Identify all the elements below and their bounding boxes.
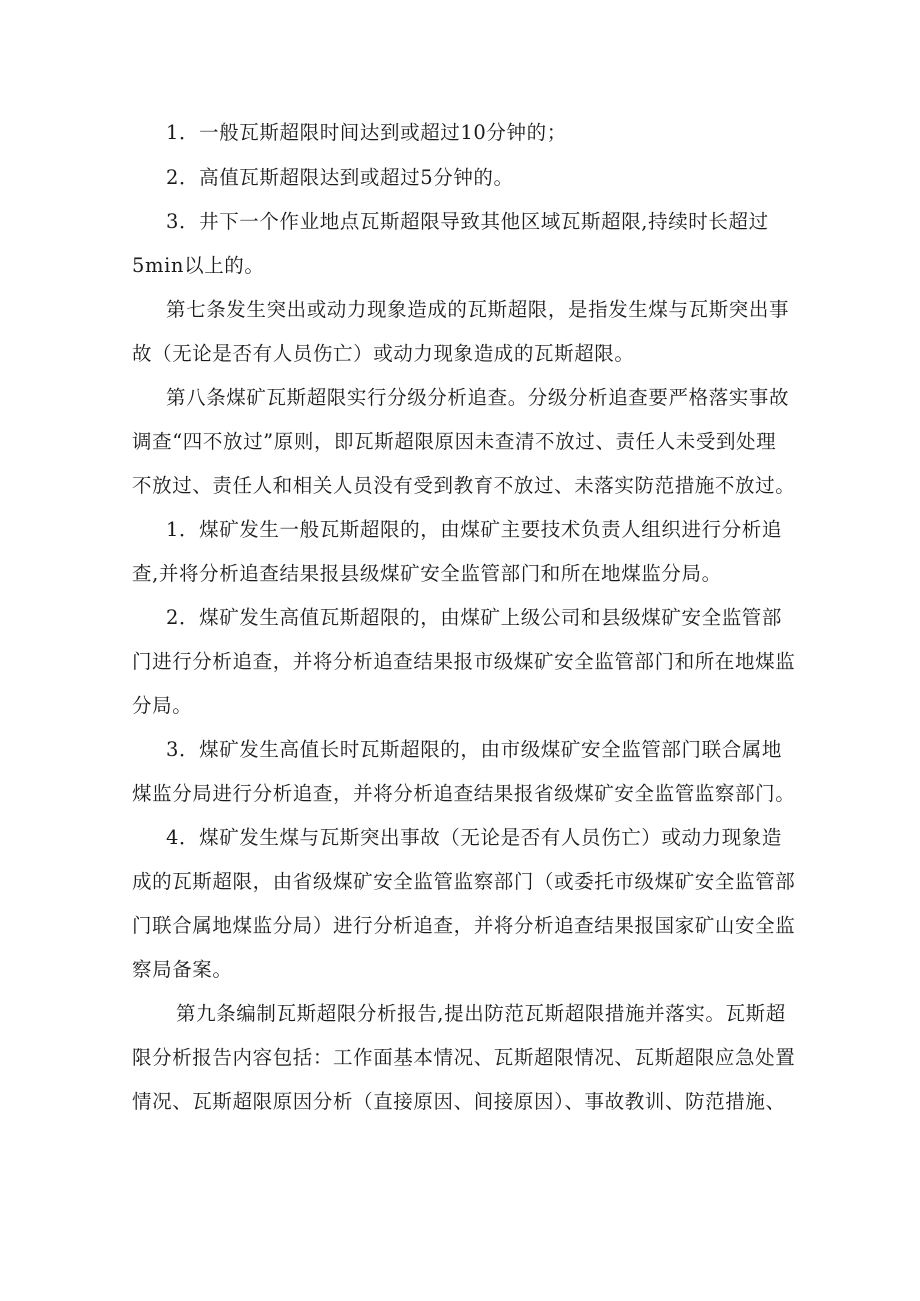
article-8-item-2-line-3: 分局。 <box>132 694 193 717</box>
article-8-line-2: 调查“四不放过”原则，即瓦斯超限原因未查清不放过、责任人未受到处理 <box>132 430 777 453</box>
article-8-item-1-line-1: 1．煤矿发生一般瓦斯超限的，由煤矿主要技术负责人组织进行分析追 <box>166 518 783 541</box>
article-8-item-2-line-2: 门进行分析追查，并将分析追查结果报市级煤矿安全监管部门和所在地煤监 <box>132 650 796 673</box>
article-8-item-4-line-4: 察局备案。 <box>132 958 233 981</box>
article-8-line-1: 第八条煤矿瓦斯超限实行分级分析追查。分级分析追查要严格落实事故 <box>166 386 790 409</box>
article-8-item-3-line-1: 3．煤矿发生高值长时瓦斯超限的，由市级煤矿安全监管部门联合属地 <box>166 738 783 761</box>
item-1-line: 1．一般瓦斯超限时间达到或超过10分钟的； <box>166 121 567 144</box>
article-8-line-3: 不放过、责任人和相关人员没有受到教育不放过、未落实防范措施不放过。 <box>132 474 796 497</box>
article-7-line-1: 第七条发生突出或动力现象造成的瓦斯超限，是指发生煤与瓦斯突出事 <box>166 298 790 321</box>
article-8-item-2-line-1: 2．煤矿发生高值瓦斯超限的，由煤矿上级公司和县级煤矿安全监管部 <box>166 606 783 629</box>
article-8-item-3-line-2: 煤监分局进行分析追查，并将分析追查结果报省级煤矿安全监管监察部门。 <box>132 782 796 805</box>
article-9-line-2: 限分析报告内容包括：工作面基本情况、瓦斯超限情况、瓦斯超限应急处置 <box>132 1046 796 1069</box>
article-8-item-4-line-3: 门联合属地煤监分局）进行分析追查，并将分析追查结果报国家矿山安全监 <box>132 914 796 937</box>
article-8-item-4-line-2: 成的瓦斯超限，由省级煤矿安全监管监察部门（或委托市级煤矿安全监管部 <box>132 870 796 893</box>
article-7-line-2: 故（无论是否有人员伤亡）或动力现象造成的瓦斯超限。 <box>132 342 635 365</box>
item-3-line: 3．井下一个作业地点瓦斯超限导致其他区域瓦斯超限,持续时长超过 <box>166 210 769 233</box>
article-9-line-3: 情况、瓦斯超限原因分析（直接原因、间接原因）、事故教训、防范措施、 <box>132 1090 786 1113</box>
item-3-continuation: 5min以上的。 <box>132 254 265 277</box>
article-8-item-4-line-1: 4．煤矿发生煤与瓦斯突出事故（无论是否有人员伤亡）或动力现象造 <box>166 826 783 849</box>
item-2-line: 2．高值瓦斯超限达到或超过5分钟的。 <box>166 166 514 189</box>
article-8-item-1-line-2: 查,并将分析追查结果报县级煤矿安全监管部门和所在地煤监分局。 <box>132 562 722 585</box>
article-9-line-1: 第九条编制瓦斯超限分析报告,提出防范瓦斯超限措施并落实。瓦斯超 <box>176 1002 786 1025</box>
